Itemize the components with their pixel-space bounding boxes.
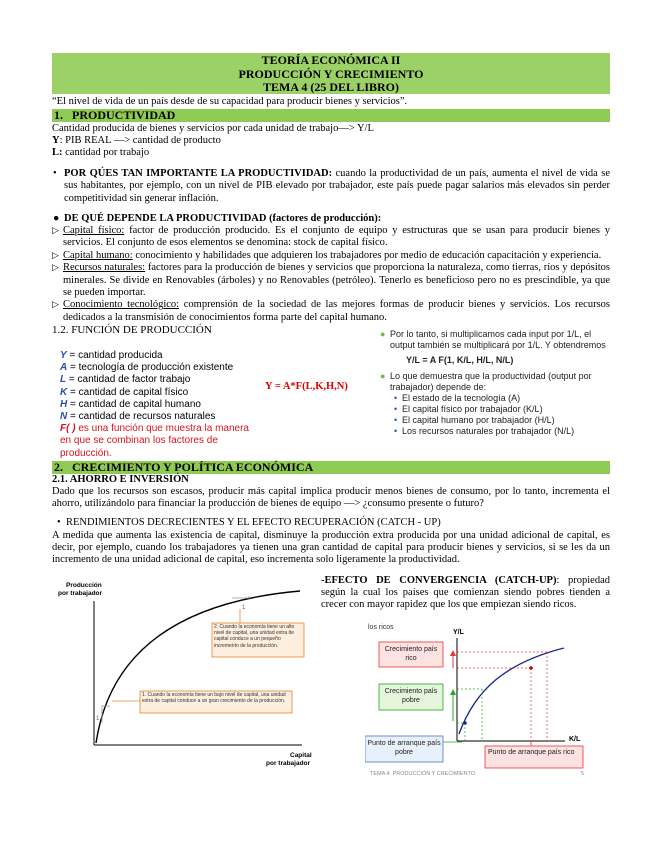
factor-label: Conocimiento tecnológico: [63, 299, 180, 311]
determinants-list [380, 393, 610, 437]
determinant-item: • El capital humano por trabajador (H/L) [394, 415, 555, 425]
slide-page-number: 5 [581, 771, 585, 777]
production-formula: Y = A*F(L,K,H,N) [265, 381, 348, 392]
legend-item: Y = cantidad producida [60, 350, 163, 361]
importance-text: cuando la productividad de un país, aumenta el nivel de vida se sus habitantes, por ejemplo, con un nivel de PIB elevado por trabajador, este país puede pagar salarios más elevados sin perder competitividad sin generar inflación. [64, 168, 610, 204]
diminishing-returns-chart [52, 573, 314, 775]
rich-start-label: Punto de arranque país rico [488, 749, 575, 756]
legend-function: F( ) es una función que muestra la manera en que se combinan los factores de producción. [60, 423, 249, 459]
note-low-text: 1. Cuando la economía tiene un bajo nivel de capital, una unidad extra de capital conduce a un gran crecimiento de la producción. [142, 692, 286, 705]
factor-label: Capital humano: [63, 249, 133, 261]
determinant-item: • Los recursos naturales por trabajador (N/L) [394, 426, 575, 436]
productivity-equation: Y/L = A F(1, K/L, H/L, N/L) [406, 355, 514, 365]
bullet-dot-icon: • [57, 517, 61, 528]
catch-up-chart [365, 618, 591, 778]
title-line-2: PRODUCCIÓN Y CRECIMIENTO [238, 66, 424, 81]
factor-label: Capital físico: [63, 225, 125, 236]
title-line-1: TEORÍA ECONÓMICA II [261, 53, 401, 67]
slide-footer: TEMA 4. PRODUCCIÓN Y CRECIMIENTO [370, 771, 476, 777]
poor-point [463, 721, 467, 725]
green-bullet-icon: ● [380, 329, 386, 339]
chart-x-label: K/L [569, 736, 581, 743]
chart-y-label: Y/L [453, 629, 464, 636]
y-text: : PIB REAL —> cantidad de producto [59, 135, 221, 146]
y-label: Y [52, 135, 60, 146]
chart-x-label-1: Capital [290, 752, 312, 759]
factor-text: factores para la producción de bienes y servicios que proporciona la naturaleza, como tierras, ríos y depósitos minerales. Se divide en Renovables (árboles) y no Renovables (petróleo). Tenerlo es beneficioso pero no es prescindible, ya que se pueden importar. [63, 262, 611, 298]
factor-label: Recursos naturales: [63, 262, 146, 274]
factor-item [52, 225, 610, 250]
legend-item: L = cantidad de factor trabajo [60, 374, 191, 386]
explanation-p1: ● Por lo tanto, si multiplicamos cada input por 1/L, el output también se multiplicará por 1/L. Y obtendremos [380, 329, 606, 350]
poor-start-label: Punto de arranque país pobre [367, 740, 441, 756]
importance-title: POR QÚES TAN IMPORTANTE LA PRODUCTIVIDAD: [64, 168, 333, 179]
bullet-dot-icon: • [53, 168, 57, 179]
rich-point [529, 666, 533, 670]
subsection-title: 1.2. FUNCIÓN DE PRODUCCIÓN [52, 324, 212, 336]
factor-text: conocimiento y habilidades que adquieren los trabajadores por medio de educación capacitación y experiencia. [132, 249, 602, 261]
savings-paragraph: Dado que los recursos son escasos, producir más capital implica producir menos bienes de consumo, por lo tanto, incrementa el ahorro, utilizándolo para financiar la producción de bienes de equipo —> ¿consumo presente o futuro? [52, 486, 610, 510]
y-definition [52, 135, 610, 147]
section-1-heading [52, 109, 610, 122]
chart-top-label: los ricos [368, 624, 394, 631]
intro-quote: “El nivel de vida de un país desde de su capacidad para producir bienes y servicios”. [52, 96, 408, 107]
title-line-3: TEMA 4 (25 DEL LIBRO) [262, 80, 400, 94]
bullet-dot-icon: ● [53, 213, 60, 224]
legend-item: H = cantidad de capital humano [60, 398, 201, 410]
note-high-text: 2. Cuando la economía tiene un alto nivel de capital, una unidad extra de capital conduce a un pequeño incremento de la producción. [214, 624, 295, 649]
chart-y-label-2: por trabajador [58, 590, 103, 597]
section-2-number: 2. [54, 460, 63, 474]
chart-y-label-1: Producción [66, 582, 102, 589]
low-capital-step-label: 1 [96, 716, 100, 722]
green-bullet-icon: ● [380, 371, 386, 381]
productivity-explanation [380, 329, 610, 437]
production-legend [60, 350, 260, 460]
arrow-bullet-icon: ▷ [52, 249, 59, 260]
depends-title: DE QUÉ DEPENDE LA PRODUCTIVIDAD (factores de producción): [64, 213, 382, 224]
chart-x-label-2: por trabajador [266, 760, 311, 767]
productivity-definition: Cantidad producida de bienes y servicios por cada unidad de trabajo—> Y/L [52, 123, 374, 134]
arrow-bullet-icon: ▷ [52, 225, 59, 235]
poor-growth-arrowhead [450, 689, 456, 695]
importance-paragraph [64, 168, 610, 205]
arrow-bullet-icon: ▷ [52, 299, 59, 310]
factor-item [52, 250, 610, 262]
legend-item: A = tecnología de producción existente [60, 362, 234, 374]
l-text: cantidad por trabajo [62, 147, 150, 158]
rich-growth-label: Crecimiento país rico [384, 646, 438, 662]
factor-text: comprensión de la sociedad de las mejores formas de producir bienes y servicios. Los recursos dedicados a la transmisión de conocimientos forma parte del capital humano. [63, 299, 610, 323]
convergence-text: : propiedad según la cual los países que comienzan siendo pobres tienden a crecer con mayor rapidez que los que empiezan siendo ricos. [321, 575, 611, 611]
diminishing-returns-paragraph: A medida que aumenta las existencia de capital, disminuye la producción extra producida por una unidad adicional de capital, es decir, por ejemplo, cuando los trabajadores ya tienen una gran cantidad de capital para producir bienes y servicios, si se les da un incremento de una unidad adicional de capital, eso incrementa solo ligeramente la productividad. [52, 530, 610, 565]
factor-text: factor de producción producido. Es el conjunto de equipo y estructuras que se usan para producir bienes y servicios. El conjunto de esos elementos se denomina: stock de capital físico. [63, 225, 611, 249]
convergence-paragraph [321, 575, 610, 612]
legend-item: K = cantidad de capital físico [60, 386, 189, 398]
l-label: L: [52, 147, 63, 158]
subsection-2-1-title: 2.1. AHORRO E INVERSIÓN [52, 474, 189, 485]
production-curve [459, 648, 564, 734]
determinant-item: • El capital físico por trabajador (K/L) [394, 404, 543, 414]
convergence-title: -EFECTO DE CONVERGENCIA (CATCH-UP) [321, 575, 557, 586]
rich-growth-arrowhead [450, 650, 456, 656]
poor-growth-label: Crecimiento país pobre [384, 688, 438, 704]
section-2-heading [52, 461, 610, 474]
factor-item [52, 299, 610, 324]
section-1-number: 1. [54, 108, 63, 122]
section-1-title: PRODUCTIVIDAD [72, 108, 176, 122]
l-definition [52, 147, 610, 159]
legend-item: N = cantidad de recursos naturales [60, 411, 216, 423]
section-2-title: CRECIMIENTO Y POLÍTICA ECONÓMICA [72, 460, 314, 474]
arrow-bullet-icon: ▷ [52, 262, 59, 273]
factor-item [52, 262, 610, 299]
explanation-p2: ● Lo que demuestra que la productividad (output por trabajador) depende de: [380, 371, 592, 392]
diminishing-returns-title: RENDIMIENTOS DECRECIENTES Y EL EFECTO RECUPERACIÓN (CATCH - UP) [66, 517, 441, 528]
document-title-block [52, 53, 610, 94]
factors-list [52, 225, 610, 324]
high-capital-step-label: 1 [242, 605, 246, 611]
determinant-item: • El estado de la tecnología (A) [394, 393, 521, 403]
